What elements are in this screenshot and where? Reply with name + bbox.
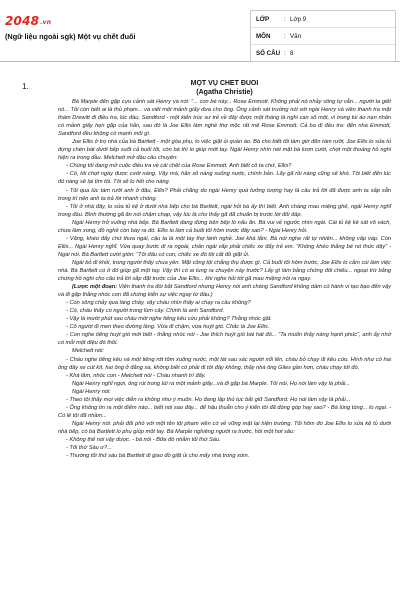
passage-paragraph: Ngài Henry nói: phải đối phó với một tên tội phạm viên có vẻ vững mật lại hiện trường. Tối hôm đó Joe Ellis lo sửa kệ tủ dưới nhà bếp, có bà Bartlett lo phụ giúp một tay. Bà Marple nghiêng người ra trước, hồi một hơi sâu:	[58, 420, 391, 435]
meta-value: Lớp 9	[290, 15, 307, 23]
document-title: (Ngữ liệu ngoài sgk) Một vụ chết đuối	[5, 32, 136, 41]
page-header	[0, 0, 400, 62]
meta-row-subject	[251, 28, 395, 45]
passage-paragraph: - Con nghe tiếng huýt gió mới biết - thằng nhóc nói - Joe thích huýt gió bài hát đó... "Ta muốn thấy nàng hạnh phúc", anh ấy nhớ có mỗi một điệu đó thôi.	[58, 332, 391, 347]
passage-paragraph: - Con sông chảy qua làng chảy, vậy cháu nhìn thấy ai chạy ra cầu không?	[66, 300, 251, 307]
logo-suffix: .vn	[40, 19, 52, 26]
passage-paragraph: Ngài Henry nói:	[72, 388, 111, 395]
passage-body	[58, 98, 391, 460]
meta-value: 8	[290, 49, 294, 57]
passage-paragraph: - Tối thứ Sáu ư?...	[66, 445, 112, 452]
story-title: MỘT VỤ CHẾT ĐUỐI	[190, 80, 259, 87]
passage-paragraph: - Cô người đi men theo đường làng. Vừa đi chậm, vừa huýt gió. Chắc là Joe Ellis.	[66, 324, 270, 331]
passage-paragraph: - Ông không tin ra một điểm nào... biết nói sao đây... để hậu thuẫn cho ý kiến tôi đã đóng góp hay sao? - Bà lúng túng... lo ngại. - Có lẽ tôi đã nhầm...	[58, 404, 391, 419]
meta-value: Văn	[290, 32, 302, 40]
passage-paragraph: - Có, cháu thấy có người trong lùm cây. Chính là anh Sandford.	[66, 308, 225, 315]
passage-paragraph: Ngài bỏ đi khỏi, trong người thấy chua yên. Mặt công tội chẳng thụ được gì. Cả buổi tối hôm trước, Joe Ellis lo cắm cúi làm việc nhà. Bà Bartlett có ở đó giúp gã một tay. Vậy thì có ai tung ra chuyện này trước? Lấy gì làm bằng chứng đối chiếu... ngoại trừ bằng chứng hồ nghi cho câu trả lời sắp đặt trước của Joe Ellis... khi nghe hỏi tới gã mau miệng nói ra ngay.	[58, 259, 391, 283]
passage-paragraph: - Tôi ở nhà đây, lo sửa tủ kệ ở dưới nhà bếp cho bà Bartlett, ngài hỏi bà ấy thì biết. Anh chàng mau miệng ghê, ngài Henry nghĩ trong đầu. Bình thường gã ăn nói chậm chạp, vậy lúc là cho thấy gã đã chuẩn bị trước lời đối đáp.	[58, 203, 391, 218]
passage-paragraph: - Chúng tôi đang mở cuộc điều tra về cái chết của Rose Emmott. Anh biết cô ta chứ, Ellis?	[66, 163, 292, 170]
passage-paragraph: (Lược một đoạn: Viên thanh tra đòi bắt Sandford nhưng Henry nói anh chàng Sandford không dám có hành vi tạo bạo đến vậy và đi gặp thằng nhóc con đã chứng kiến sự việc ngay từ đầu.)	[58, 284, 391, 299]
passage-paragraph: - Tối qua lúc tám rưỡi anh ở đâu, Ellis? Phải chăng do ngài Henry quá tưởng tượng hay là câu trả lời đã được anh ta sắp sẵn trong trí nên anh ta trả lời nhanh chóng.	[58, 187, 391, 202]
passage-paragraph: - Cháu nghe tiếng kêu và một tiếng rớt tõm xuống nước, một lát sau xác người nổi lên, cháu bỏ chạy đi kêu cứu. Hình như có hai ông đây xe cút kít, hai ông ở đằng xa, không biết có phải đi tới đây không, thấy nhà ông Giles gần hơn, cháu chạy tới đó.	[58, 356, 391, 371]
meta-label: LỚP	[256, 15, 270, 23]
passage-column	[58, 80, 391, 460]
logo-text: 2048	[5, 14, 40, 28]
question-number: 1.	[22, 82, 29, 91]
passage-paragraph: - Khá lắm, nhóc con - Melchett nói - Cháu nhanh trí đấy.	[66, 372, 206, 379]
meta-separator: :	[284, 15, 286, 23]
passage-paragraph: - Vậy là mười phút sau cháu mới nghe tiếng kêu cứu phải không? Thằng nhóc gật.	[66, 316, 272, 323]
meta-label: MÔN	[256, 32, 271, 40]
passage-paragraph: Ngài Henry nghĩ ngợi, ông rút trong túi ra một mảnh giấy...và đi gặp bà Marple. Tôi nói, Họ nói làm vậy là phải...	[72, 380, 350, 387]
passage-paragraph: - Vâng, khéo đấy chứ thưa ngài, cậu ta là một tay thợ lành nghề. Joe khá lắm. Bà nói nghe rất tự nhiên... không vấp váp. Còn Ellis... Ngài Henry nghĩ. Vừa quay bước đi ra ngoài, chân ngài vấp phải chiếc xe đẩy trẻ em. "Không khéo thằng bé nó thức dậy" - Ngài nói. Bà Bartlett cười giòn: "Tôi đâu có con, chiếc xe đó tôi cất đồ giặt ủi.	[58, 235, 391, 258]
meta-info-box	[250, 10, 396, 62]
passage-paragraph: Ngài Henry trở xuống nhà bếp. Bà Bartlett đang đứng bên bếp lò nấu ăn. Bà vui vẻ ngước nhìn ngài. Cái tủ kệ kê sát vô vách, chưa làm xong, đồ nghề còn bày ra đó. Ellis lo làm cả buổi tối hôm trước đấy sao? - Ngài Henry hỏi.	[58, 219, 391, 234]
meta-separator: :	[284, 49, 286, 57]
passage-paragraph: Joe Ellis ở trọ nhà của bà Bartlett - một góa phụ, lo việc giặt ủi quần áo. Bà cho biết tối tám giờ đến tám rưỡi, Joe Ellis lo sửa tủ đựng chén bát dưới bếp suốt cả buổi tối, còn bà thì lo giúp mớt tay. Ngài Henry nhìn nét mặt bà lươn cười, chợt một thoáng hồ nghi hiện ra trong đầu. Melchett mở đầu câu chuyện:	[58, 139, 391, 162]
meta-label: SỐ CÂU	[256, 49, 281, 57]
question-content	[0, 80, 400, 600]
passage-paragraph: - Có, tôi chợt ngày được cưới nàng. Vậy mà, hắn xô nàng xuống nước, chính bản. Lấy gã rồi nàng cũng sẽ khó. Tôi biết đến lúc đó nàng sẽ lại tìm tôi. Tôi sẽ lo hết cho nàng.	[58, 171, 391, 186]
story-author: (Agatha Christie)	[196, 88, 253, 96]
passage-paragraph: Melchett nói:	[72, 348, 104, 355]
meta-row-class	[251, 11, 395, 28]
passage-paragraph: - Thường tối thứ sáu bà Bartlett đi giao đồ giặt ủi cho mấy nhà trong xóm.	[66, 453, 250, 460]
passage-paragraph: Bà Marple đến gặp cựu cảnh sát Henry và nói: "... con bé này... Rose Emmott. Không phải nó nhảy sông tự vẫn... người ta giết nó... Tôi còn biết ai là thủ phạm... và viết một mảnh giấy đưa cho ông. Ông cảnh sát trưởng nói với ngài Henry và viên thanh tra mặt thám Drewitt đi điều tra, lúc đầu, Sandford - một kiến trúc sư trẻ về đây được một tháng là nghi can số một, vì trong túi áo nạn nhân có mảnh giấy hẹn gặp của hắn, sau đó là Joe Ellis làm nghề thợ mộc rất mê Rose Emmott. Cả ba đi đều tra: đến nhà Emmott, Sandford đều không có mạnh mối gì.	[58, 99, 391, 138]
passage-paragraph: - Theo tôi thấy mọi việc diễn ra không như ý muốn. Họ đang lập thủ tục bắt giữ Sandford. Họ nói làm vậy là phải...	[66, 396, 351, 403]
meta-row-question-count	[251, 45, 395, 61]
site-logo[interactable]	[5, 14, 51, 28]
bold-lead: (Lược một đoạn:	[72, 284, 118, 291]
passage-paragraph: - Không thể nói vậy được. - bà nói - Bữa đó nhằm tối thứ Sáu.	[66, 436, 221, 443]
meta-separator: :	[284, 32, 286, 40]
